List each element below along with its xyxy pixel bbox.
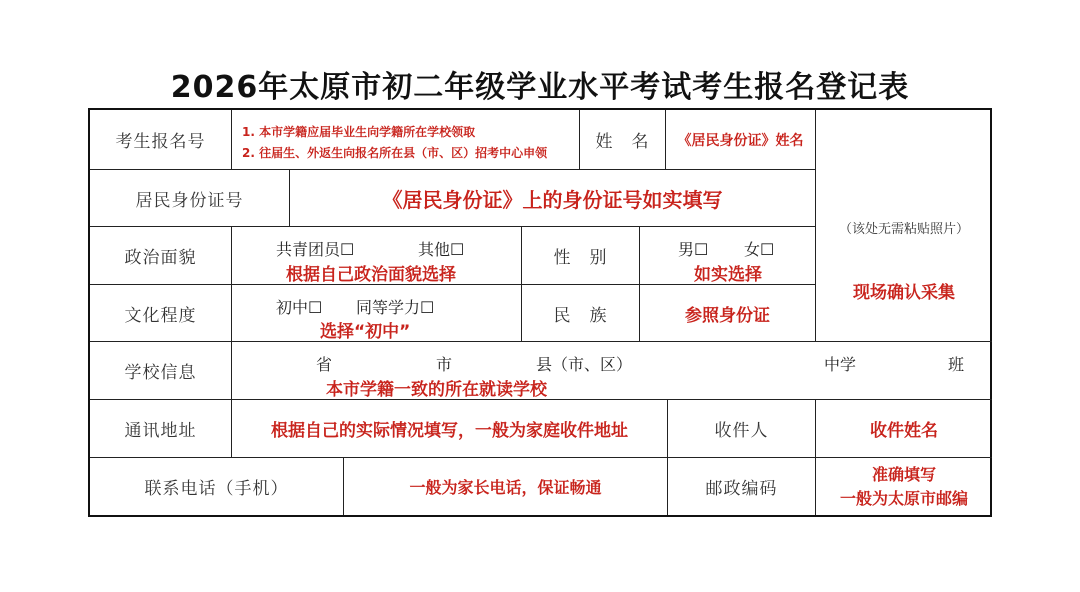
education-label xyxy=(90,285,232,342)
gender-hint: 如实选择 xyxy=(694,265,762,285)
phone-label-text: 联系电话（手机） xyxy=(144,479,289,499)
political-status-label-text: 政治面貌 xyxy=(124,248,197,268)
option-female[interactable]: 女☐ xyxy=(744,240,775,259)
address-hint: 根据自己的实际情况填写，一般为家庭收件地址 xyxy=(271,421,628,441)
postcode-hint-1: 准确填写 xyxy=(871,464,936,484)
postcode-label xyxy=(668,458,816,515)
postcode-label-text: 邮政编码 xyxy=(705,479,778,499)
address-label xyxy=(90,400,232,458)
ethnicity-label-text: 民 族 xyxy=(553,305,608,326)
exam-number-label-text: 考生报名号 xyxy=(115,132,206,152)
school-city-label: 市 xyxy=(436,355,453,374)
political-status-hint: 根据自己政治面貌选择 xyxy=(286,265,456,285)
recipient-label-text: 收件人 xyxy=(714,421,769,441)
ethnicity-label xyxy=(522,285,640,342)
address-label-text: 通讯地址 xyxy=(124,421,197,441)
school-info-label-text: 学校信息 xyxy=(124,363,197,383)
name-label-text: 姓 名 xyxy=(595,132,650,152)
exam-number-label xyxy=(90,110,232,170)
id-number-label-text: 居民身份证号 xyxy=(135,190,244,211)
registration-form-table xyxy=(88,108,992,517)
option-equivalent[interactable]: 同等学力☐ xyxy=(356,298,435,317)
gender-label-text: 性 别 xyxy=(553,248,608,268)
postcode-field[interactable] xyxy=(816,458,992,515)
ethnicity-hint: 参照身份证 xyxy=(685,305,770,326)
school-province-label: 省 xyxy=(316,355,333,374)
phone-field[interactable] xyxy=(344,458,668,515)
address-field[interactable] xyxy=(232,400,668,458)
photo-hint: （该处无需粘贴照片） xyxy=(838,222,969,237)
school-middle-label: 中学 xyxy=(824,355,857,374)
phone-hint: 一般为家长电话，保证畅通 xyxy=(409,478,602,497)
ethnicity-field[interactable] xyxy=(640,285,816,342)
recipient-field[interactable] xyxy=(816,400,992,458)
name-hint: 《居民身份证》姓名 xyxy=(677,132,804,149)
school-county-label: 县（市、区） xyxy=(536,355,633,374)
option-male[interactable]: 男☐ xyxy=(678,240,709,259)
recipient-hint: 收件姓名 xyxy=(870,421,938,441)
education-label-text: 文化程度 xyxy=(124,305,197,326)
exam-number-field[interactable] xyxy=(232,110,580,170)
school-info-hint: 本市学籍一致的所在就读学校 xyxy=(326,380,547,400)
option-league-member[interactable]: 共青团员☐ xyxy=(276,240,355,259)
id-number-label xyxy=(90,170,290,227)
postcode-hint-2: 一般为太原市邮编 xyxy=(839,488,968,508)
id-number-hint: 《居民身份证》上的身份证号如实填写 xyxy=(382,187,723,212)
recipient-label xyxy=(668,400,816,458)
option-political-other[interactable]: 其他☐ xyxy=(418,240,465,259)
id-number-field[interactable] xyxy=(290,170,816,227)
name-label xyxy=(580,110,666,170)
name-field[interactable] xyxy=(666,110,816,170)
political-status-label xyxy=(90,227,232,285)
option-junior-high[interactable]: 初中☐ xyxy=(276,298,323,317)
form-title: 2026年太原市初二年级学业水平考试考生报名登记表 xyxy=(170,70,910,105)
school-class-label: 班 xyxy=(948,355,965,374)
exam-number-note-2: 2. 往届生、外返生向报名所在县（市、区）招考中心申领 xyxy=(242,146,548,160)
school-info-label xyxy=(90,342,232,400)
photo-collect-hint: 现场确认采集 xyxy=(853,283,955,303)
exam-number-note-1: 1. 本市学籍应届毕业生向学籍所在学校领取 xyxy=(242,125,476,139)
education-hint: 选择“初中” xyxy=(320,322,411,342)
phone-label xyxy=(90,458,344,515)
gender-label xyxy=(522,227,640,285)
